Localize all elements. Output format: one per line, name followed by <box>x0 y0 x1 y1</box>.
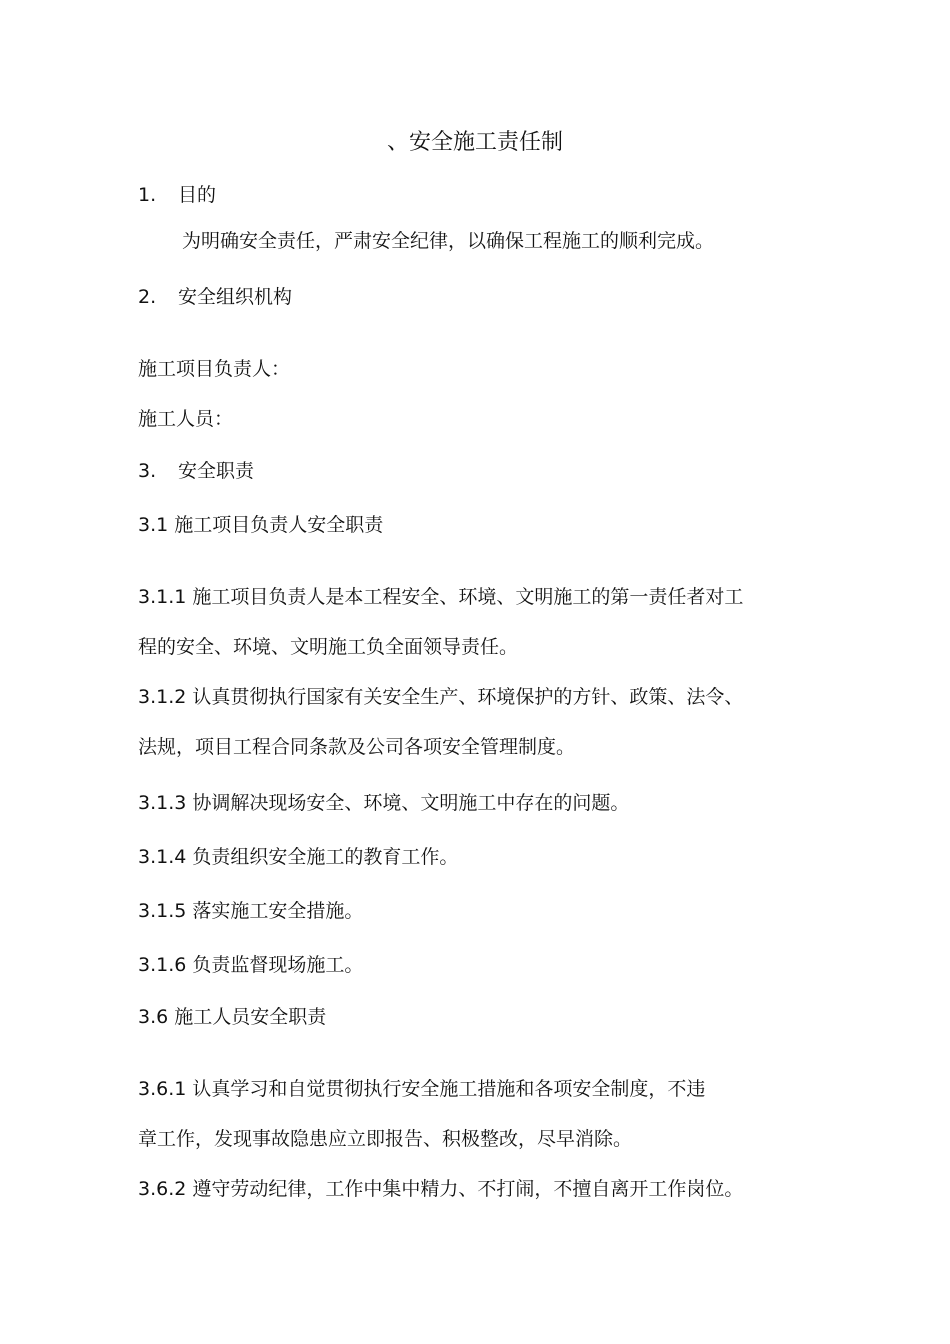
section-title: 安全职责 <box>178 460 255 482</box>
duty-3-1-4: 3.1.4 负责组织安全施工的教育工作。 <box>138 846 459 868</box>
duty-3-1-2-line-1: 3.1.2 认真贯彻执行国家有关安全生产、环境保护的方针、政策、法令、 <box>138 686 744 708</box>
duty-3-1-1-line-1: 3.1.1 施工项目负责人是本工程安全、环境、文明施工的第一责任者对工 <box>138 586 744 608</box>
duty-3-1-6: 3.1.6 负责监督现场施工。 <box>138 954 364 976</box>
section-3-heading <box>138 458 254 484</box>
purpose-text: 为明确安全责任，严肃安全纪律，以确保工程施工的顺利完成。 <box>182 230 715 252</box>
duty-3-6-1-line-1: 3.6.1 认真学习和自觉贯彻执行安全施工措施和各项安全制度，不违 <box>138 1078 706 1100</box>
section-title: 目的 <box>178 184 217 206</box>
duty-3-1-1-line-2: 程的安全、环境、文明施工负全面领导责任。 <box>138 636 519 658</box>
duty-3-6-1-line-2: 章工作，发现事故隐患应立即报告、积极整改，尽早消除。 <box>138 1128 633 1150</box>
duty-3-1-5: 3.1.5 落实施工安全措施。 <box>138 900 364 922</box>
section-number: 2. <box>138 286 157 308</box>
staff-duties-heading: 3.6 施工人员安全职责 <box>138 1006 327 1028</box>
document-title: 、安全施工责任制 <box>386 130 563 155</box>
project-lead-field: 施工项目负责人： <box>138 358 291 380</box>
section-title: 安全组织机构 <box>178 286 293 308</box>
section-number: 3. <box>138 460 157 482</box>
section-number: 1. <box>138 184 157 206</box>
duty-3-1-3: 3.1.3 协调解决现场安全、环境、文明施工中存在的问题。 <box>138 792 630 814</box>
section-1-heading <box>138 182 216 208</box>
duty-3-6-2: 3.6.2 遵守劳动纪律，工作中集中精力、不打闹，不擅自离开工作岗位。 <box>138 1178 744 1200</box>
section-2-heading <box>138 284 292 310</box>
staff-field: 施工人员： <box>138 408 234 430</box>
duty-3-1-2-line-2: 法规，项目工程合同条款及公司各项安全管理制度。 <box>138 736 576 758</box>
lead-duties-heading: 3.1 施工项目负责人安全职责 <box>138 514 384 536</box>
